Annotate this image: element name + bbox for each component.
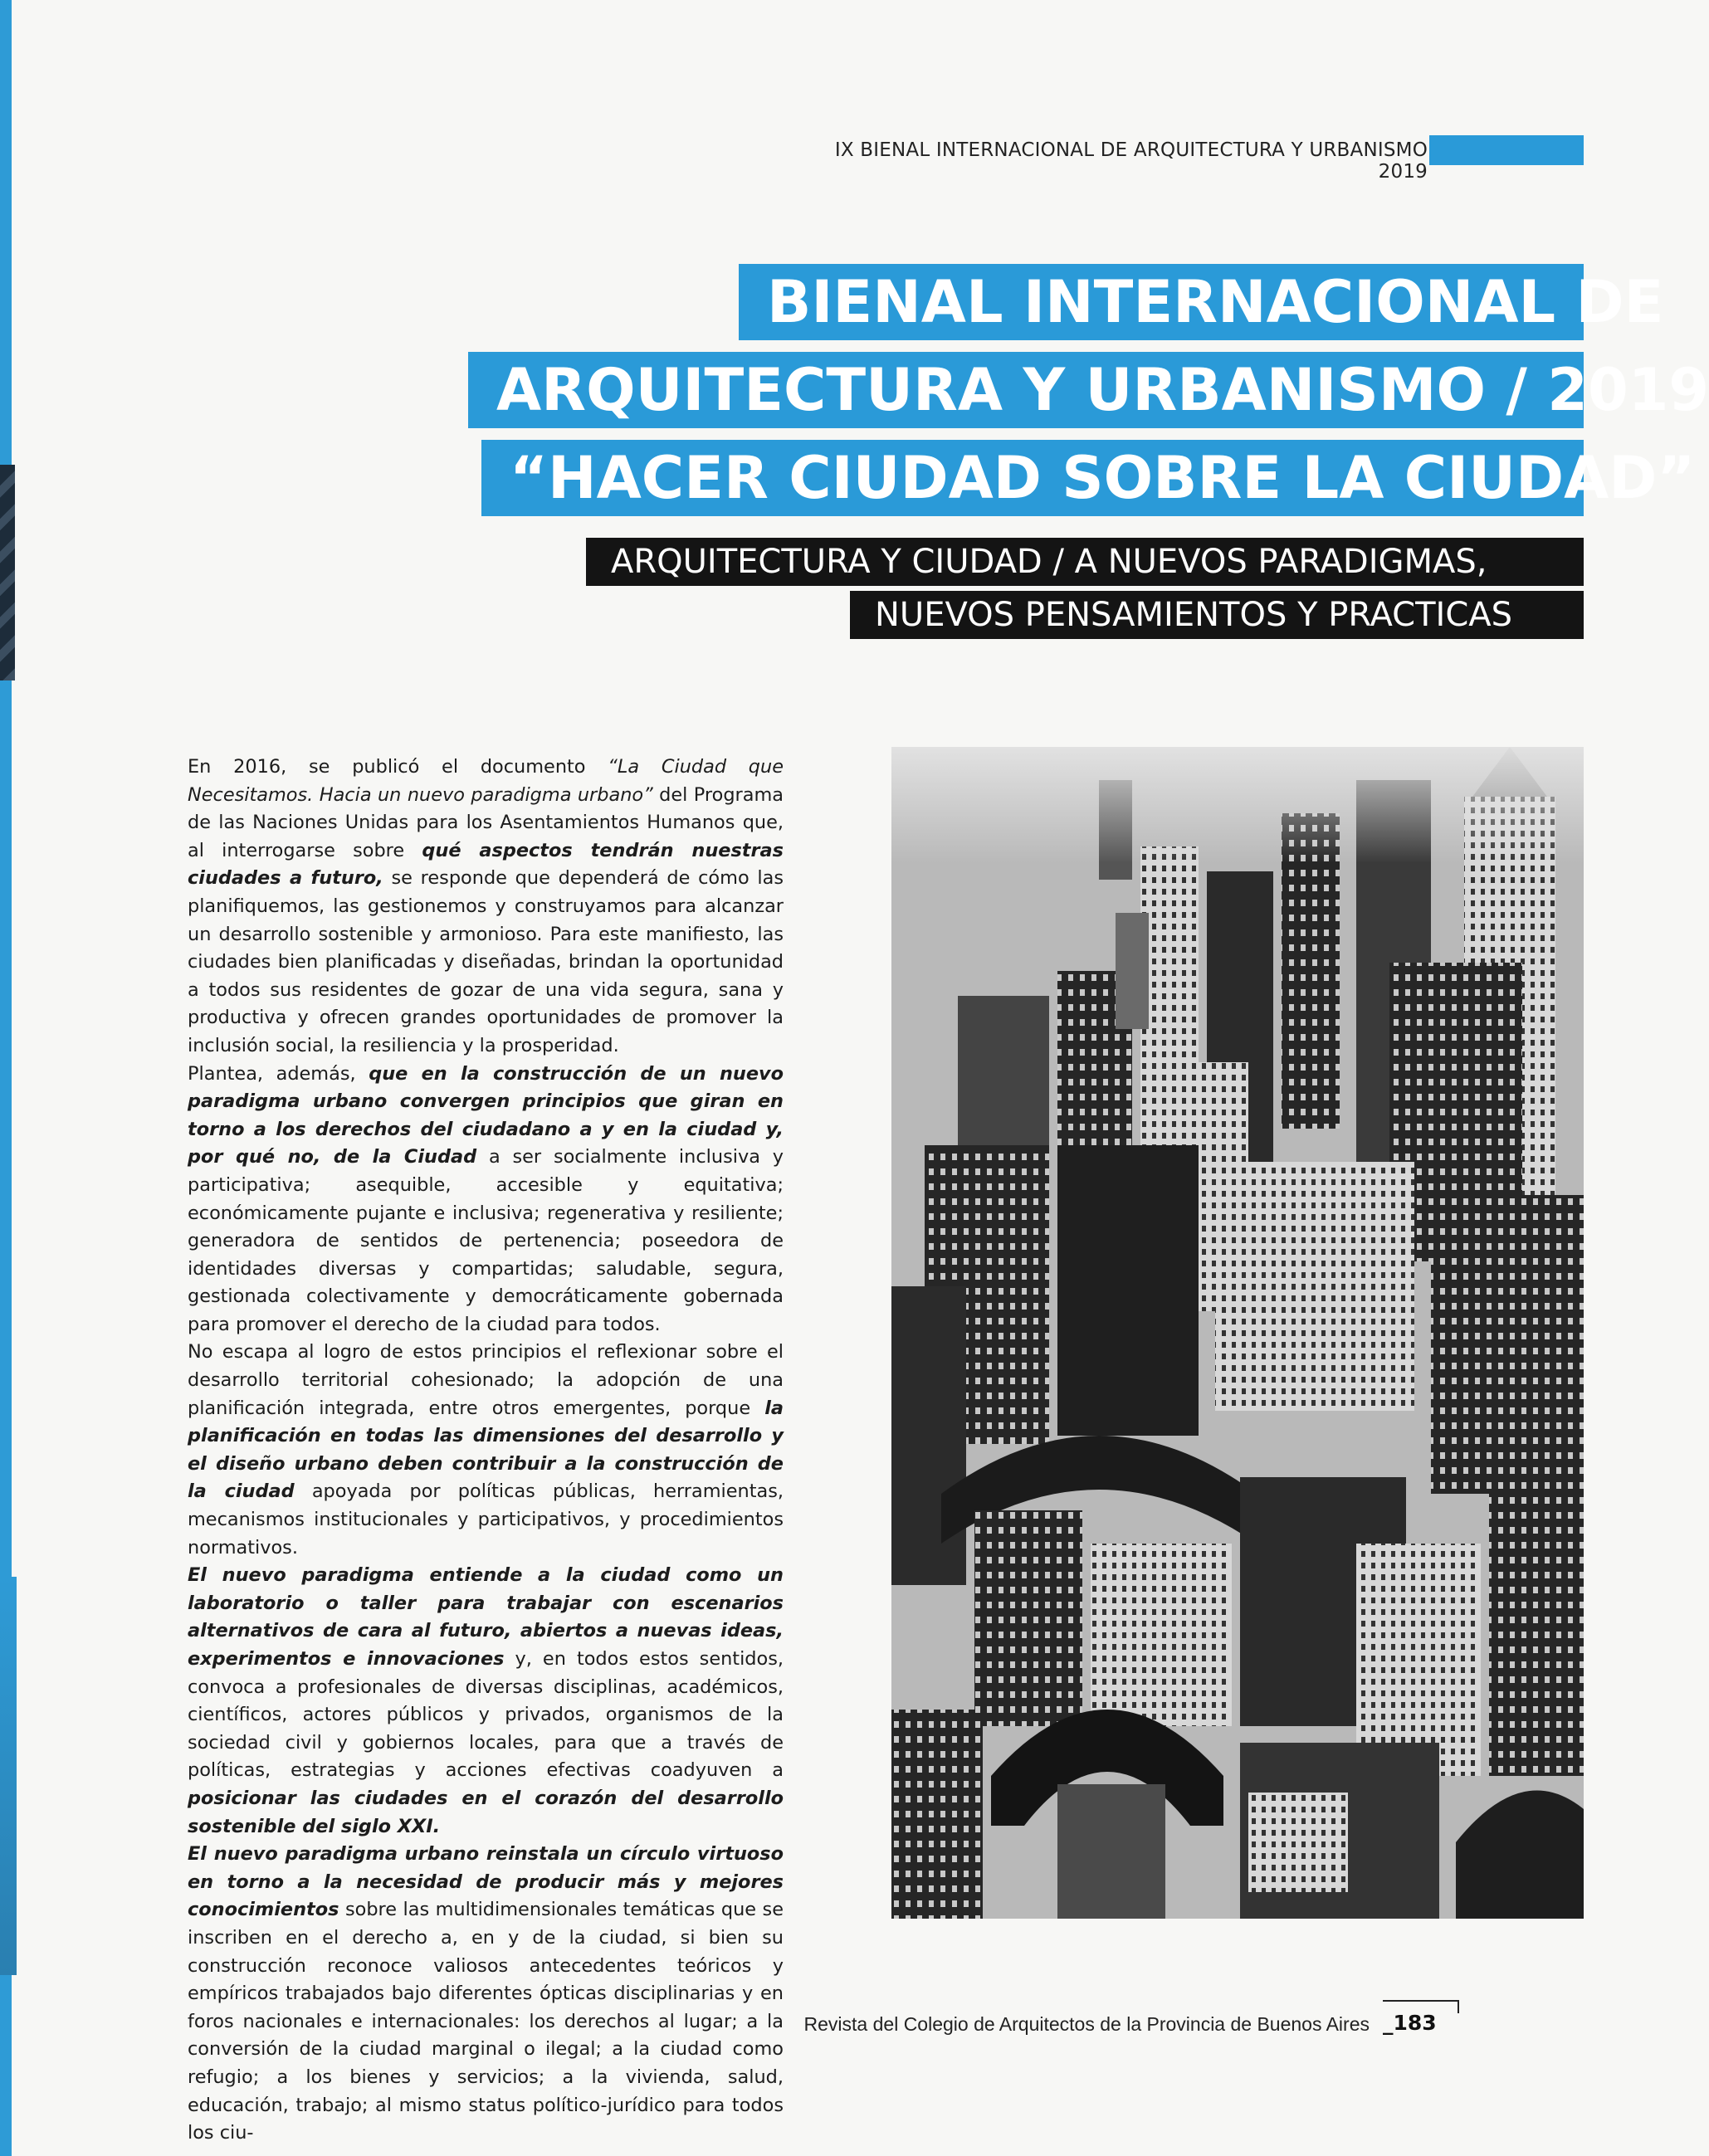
text-run: sobre las multidimensionales temáticas que se inscriben en el derecho a, en y de la ciudad, si bien su construcción reconoce valiosos antecedentes teóricos y empíricos trabajados bajo diferentes ópticas disciplinarias y en foros nacionales e internacionales: los derechos al lugar; a la conversión de la ciudad marginal o ilegal; a la ciudad como refugio; a los bienes y servicios; a la vivienda, salud, educación, trabajo; al mismo status político-jurídico para todos los ciu-: [188, 1899, 784, 2144]
page-number-rule: [1383, 2000, 1459, 2002]
text-run: No escapa al logro de estos principios el reflexionar sobre el desarrollo territorial cohesionado; la adopción de una planificación integrada, entre otros emergentes, porque: [188, 1341, 784, 1419]
paragraph-2: [188, 1061, 784, 1339]
text-run-italic: “La Ciudad que Necesitamos. Hacia un nuevo paradigma urbano”: [188, 756, 784, 806]
city-collage-photo: [891, 747, 1584, 1919]
text-run: se responde que dependerá de cómo las planifiquemos, las gestionemos y construyamos para alcanzar un desarrollo sostenible y armonioso. Para este manifiesto, las ciudades bien planificadas y diseñadas, brindan la oportunidad a todos sus residentes de gozar de una vida segura, sana y productiva y ofrecen grandes oportunidades de promover la inclusión social, la resiliencia y la prosperidad.: [188, 867, 784, 1056]
running-head: IX BIENAL INTERNACIONAL DE ARQUITECTURA Y URBANISMO 2019: [834, 139, 1428, 183]
text-run-bold-italic: que en la construcción de un nuevo paradigma urbano convergen principios que giran en torno a los derechos del ciudadano a y en la ciudad y, por qué no, de la Ciudad: [188, 1062, 784, 1168]
subtitle-line-2: NUEVOS PENSAMIENTOS Y PRACTICAS: [850, 591, 1584, 639]
journal-footer: Revista del Colegio de Arquitectos de la Provincia de Buenos Aires: [803, 2013, 1370, 2035]
text-run-bold-italic: El nuevo paradigma entiende a la ciudad como un laboratorio o taller para trabajar con escenarios alternativos de cara al futuro, abiertos a nuevas ideas, experimentos e innovaciones: [188, 1564, 784, 1670]
paragraph-4: [188, 1562, 784, 1841]
text-run: En 2016, se publicó el documento: [188, 756, 608, 778]
title-line-3: “HACER CIUDAD SOBRE LA CIUDAD”: [481, 440, 1584, 516]
text-run-bold-italic: qué aspectos tendrán nuestras ciudades a futuro,: [188, 839, 784, 890]
text-run: Plantea, además,: [188, 1062, 369, 1085]
text-run-bold-italic: El nuevo paradigma urbano reinstala un círculo virtuoso en torno a la necesidad de producir más y mejores conocimientos: [188, 1843, 784, 1921]
title-line-2: ARQUITECTURA Y URBANISMO / 2019: [468, 352, 1584, 428]
paragraph-1: [188, 754, 784, 1061]
text-run: apoyada por políticas públicas, herramientas, mecanismos institucionales y participativos, y procedimientos normativos.: [188, 1480, 784, 1558]
paragraph-5: [188, 1841, 784, 2148]
paragraph-3: [188, 1339, 784, 1562]
spine-band: [0, 1577, 17, 1975]
subtitle-line-1: ARQUITECTURA Y CIUDAD / A NUEVOS PARADIGMAS,: [586, 538, 1584, 586]
text-run: a ser socialmente inclusiva y participativa; asequible, accesible y equitativa; económicamente pujante e inclusiva; regenerativa y resiliente; generadora de sentidos de pertenencia; poseedora de identidades diversas y compartidas; saludable, segura, gestionada colectivamente y democráticamente gobernada para promover el derecho de la ciudad para todos.: [188, 1146, 784, 1335]
spine-pattern: [0, 465, 15, 680]
article-body: [188, 754, 784, 2148]
text-run-bold-italic: la planificación en todas las dimensiones del desarrollo y el diseño urbano deben contribuir a la construcción de la ciudad: [188, 1397, 784, 1503]
city-collage-illustration: [891, 747, 1584, 1919]
page-number-tick: [1458, 2000, 1459, 2013]
running-head-accent-bar: [1429, 135, 1584, 165]
title-line-1: BIENAL INTERNACIONAL DE: [739, 264, 1584, 340]
text-run-bold-italic: posicionar las ciudades en el corazón del desarrollo sostenible del siglo XXI.: [188, 1787, 784, 1837]
text-run: y, en todos estos sentidos, convoca a profesionales de diversas disciplinas, académicos, científicos, actores públicos y privados, organismos de la sociedad civil y gobiernos locales, para que a través de políticas, estrategias y acciones efectivas coadyuven a: [188, 1648, 784, 1782]
page-number: _183: [1383, 2011, 1437, 2035]
text-run: del Programa de las Naciones Unidas para los Asentamientos Humanos que, al interrogarse sobre: [188, 783, 784, 861]
